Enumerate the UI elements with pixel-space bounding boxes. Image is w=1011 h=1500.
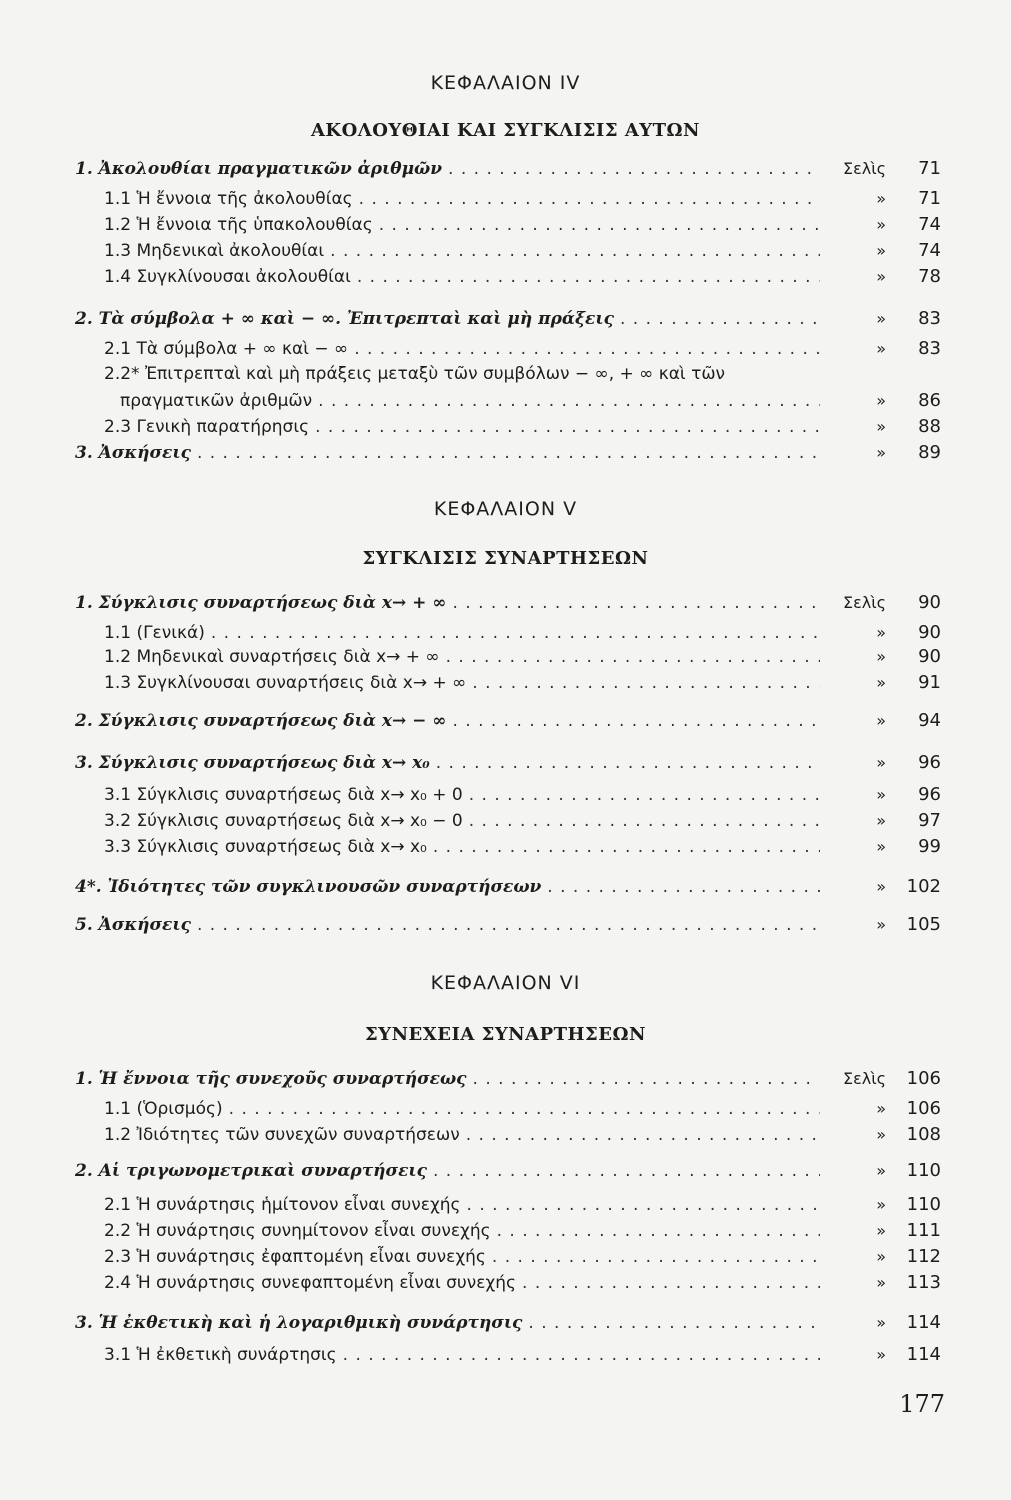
leader-dots — [315, 417, 820, 437]
leader-dots — [466, 1125, 820, 1145]
toc-entry — [75, 1160, 941, 1181]
page-ref: 91 — [918, 672, 941, 693]
entry-title: 1.2 Μηδενικαὶ συναρτήσεις διὰ x→ + ∞ — [104, 647, 440, 667]
page-marker: » — [876, 673, 886, 692]
leader-dots — [467, 1195, 820, 1215]
page-ref: 83 — [918, 308, 941, 329]
page-marker: » — [876, 339, 886, 358]
leader-dots — [359, 189, 820, 209]
page-marker: » — [876, 877, 886, 896]
entry-title: 3.1 Σύγκλισις συναρτήσεως διὰ x→ x₀ + 0 — [104, 785, 463, 805]
toc-entry — [104, 836, 941, 857]
page-marker: » — [876, 811, 886, 830]
leader-dots — [354, 339, 820, 359]
toc-entry — [104, 810, 941, 831]
page-marker: » — [876, 1345, 886, 1364]
toc-entry — [104, 672, 941, 693]
page-ref: 108 — [906, 1124, 941, 1145]
toc-entry — [75, 158, 941, 179]
leader-dots — [473, 1069, 820, 1089]
toc-entry — [104, 1246, 941, 1267]
page-ref: 89 — [918, 442, 941, 463]
leader-dots — [528, 1313, 820, 1333]
toc-entry — [75, 592, 941, 613]
page-marker: » — [876, 753, 886, 772]
page-ref: 71 — [918, 188, 941, 209]
entry-title: πραγματικῶν ἀριθμῶν — [120, 391, 313, 411]
entry-title: 3. Σύγκλισις συναρτήσεως διὰ x→ x₀ — [75, 753, 430, 773]
page-ref: 113 — [906, 1272, 941, 1293]
entry-title: 1.3 Συγκλίνουσαι συναρτήσεις διὰ x→ + ∞ — [104, 673, 467, 693]
chapter-heading: ΚΕΦΑΛΑΙΟΝ IV — [430, 72, 581, 94]
page-ref: 96 — [918, 752, 941, 773]
page-marker: » — [876, 391, 886, 410]
leader-dots — [522, 1273, 820, 1293]
toc-entry — [104, 1220, 941, 1241]
entry-title: 2.2* Ἐπιτρεπταὶ καὶ μὴ πράξεις μεταξὺ τῶν συμβόλων − ∞, + ∞ καὶ τῶν — [104, 364, 726, 384]
page-marker: » — [876, 1247, 886, 1266]
page-ref: 106 — [906, 1098, 941, 1119]
entry-title: 2. Σύγκλισις συναρτήσεως διὰ x→ − ∞ — [75, 711, 447, 731]
leader-dots — [469, 811, 820, 831]
toc-entry — [104, 1124, 941, 1145]
entry-title: 2.1 Ἡ συνάρτησις ἡμίτονον εἶναι συνεχής — [104, 1195, 461, 1215]
leader-dots — [436, 753, 820, 773]
page-ref: 74 — [918, 214, 941, 235]
chapter-title: ΑΚΟΛΟΥΘΙΑΙ ΚΑΙ ΣΥΓΚΛΙΣΙΣ ΑΥΤΩΝ — [310, 120, 701, 141]
entry-title: 2.3 Γενικὴ παρατήρησις — [104, 417, 310, 437]
entry-title: 1.3 Μηδενικαὶ ἀκολουθίαι — [104, 241, 325, 261]
entry-title: 2. Τὰ σύμβολα + ∞ καὶ − ∞. Ἐπιτρεπταὶ καὶ μὴ πράξεις — [75, 309, 614, 329]
entry-title: 2.1 Τὰ σύμβολα + ∞ καὶ − ∞ — [104, 339, 349, 359]
toc-entry — [104, 1194, 941, 1215]
page-ref: 111 — [906, 1220, 941, 1241]
entry-title: 1.1 Ἡ ἔννοια τῆς ἀκολουθίας — [104, 189, 353, 209]
entry-title: 1. Ἡ ἔννοια τῆς συνεχοῦς συναρτήσεως — [75, 1069, 467, 1089]
leader-dots — [469, 785, 820, 805]
chapter-title: ΣΥΝΕΧΕΙΑ ΣΥΝΑΡΤΗΣΕΩΝ — [365, 1024, 646, 1045]
page-ref: 86 — [918, 390, 941, 411]
page-ref: 112 — [906, 1246, 941, 1267]
leader-dots — [433, 837, 820, 857]
page-ref: 102 — [906, 876, 941, 897]
toc-entry — [75, 876, 941, 897]
page-ref: 114 — [906, 1344, 941, 1365]
toc-entry — [104, 364, 941, 384]
page-ref: 110 — [906, 1194, 941, 1215]
toc-entry — [104, 266, 941, 287]
page-number: 177 — [899, 1390, 945, 1418]
page-marker: » — [876, 215, 886, 234]
entry-title: 3. Ἀσκήσεις — [75, 443, 191, 463]
toc-entry — [104, 784, 941, 805]
chapter-title: ΣΥΓΚΛΙΣΙΣ ΣΥΝΑΡΤΗΣΕΩΝ — [362, 548, 649, 569]
leader-dots — [452, 711, 820, 731]
leader-dots — [620, 309, 820, 329]
entry-title: 5. Ἀσκήσεις — [75, 915, 191, 935]
entry-title: 3. Ἡ ἐκθετικὴ καὶ ἡ λογαριθμικὴ συνάρτησις — [75, 1313, 523, 1333]
page-ref: 99 — [918, 836, 941, 857]
toc-entry — [104, 1272, 941, 1293]
leader-dots — [330, 241, 820, 261]
page-ref: 97 — [918, 810, 941, 831]
page-ref: 90 — [918, 646, 941, 667]
page-ref: 88 — [918, 416, 941, 437]
toc-entry — [75, 1068, 941, 1089]
page-marker: » — [876, 647, 886, 666]
toc-entry — [104, 1344, 941, 1365]
toc-entry — [104, 416, 941, 437]
entry-title: 3.2 Σύγκλισις συναρτήσεως διὰ x→ x₀ − 0 — [104, 811, 463, 831]
page-marker: » — [876, 837, 886, 856]
page-marker: » — [876, 417, 886, 436]
leader-dots — [497, 1221, 820, 1241]
leader-dots — [229, 1099, 820, 1119]
toc-entry — [104, 1098, 941, 1119]
entry-title: 3.3 Σύγκλισις συναρτήσεως διὰ x→ x₀ — [104, 837, 427, 857]
page-marker: » — [876, 915, 886, 934]
page-marker: » — [876, 443, 886, 462]
page-marker: » — [876, 711, 886, 730]
page-marker: » — [876, 309, 886, 328]
chapter-heading: ΚΕΦΑΛΑΙΟΝ VI — [430, 972, 581, 994]
entry-title: 1.2 Ἰδιότητες τῶν συνεχῶν συναρτήσεων — [104, 1125, 460, 1145]
page-marker: » — [876, 1099, 886, 1118]
leader-dots — [211, 623, 820, 643]
page-marker: » — [876, 189, 886, 208]
leader-dots — [197, 443, 820, 463]
toc-entry — [104, 240, 941, 261]
entry-title: 2.2 Ἡ συνάρτησις συνημίτονον εἶναι συνεχής — [104, 1221, 491, 1241]
page-ref: 90 — [918, 592, 941, 613]
entry-title: 2.4 Ἡ συνάρτησις συνεφαπτομένη εἶναι συνεχής — [104, 1273, 517, 1293]
page-ref: 106 — [906, 1068, 941, 1089]
page-ref: 96 — [918, 784, 941, 805]
page-ref: 71 — [918, 158, 941, 179]
page-marker: » — [876, 623, 886, 642]
page-marker: Σελὶς — [842, 593, 886, 612]
entry-title: 3.1 Ἡ ἐκθετικὴ συνάρτησις — [104, 1345, 337, 1365]
page-marker: » — [876, 241, 886, 260]
leader-dots — [357, 267, 820, 287]
leader-dots — [446, 647, 820, 667]
entry-title: 1.4 Συγκλίνουσαι ἀκολουθίαι — [104, 267, 351, 287]
toc-entry — [75, 710, 941, 731]
page-marker: Σελὶς — [842, 159, 886, 178]
entry-title: 1.1 (Ὁρισμός) — [104, 1099, 223, 1119]
page-ref: 105 — [906, 914, 941, 935]
entry-title: 2.3 Ἡ συνάρτησις ἐφαπτομένη εἶναι συνεχής — [104, 1247, 486, 1267]
toc-entry — [75, 442, 941, 463]
page-marker: » — [876, 1125, 886, 1144]
toc-entry — [75, 308, 941, 329]
toc-entry — [75, 1312, 941, 1333]
leader-dots — [343, 1345, 820, 1365]
page-ref: 94 — [918, 710, 941, 731]
toc-entry — [104, 622, 941, 643]
leader-dots — [379, 215, 820, 235]
page-ref: 110 — [906, 1160, 941, 1181]
toc-entry — [104, 338, 941, 359]
page-ref: 78 — [918, 266, 941, 287]
entry-title: 1. Ἀκολουθίαι πραγματικῶν ἀριθμῶν — [75, 159, 443, 179]
toc-entry — [75, 914, 941, 935]
leader-dots — [547, 877, 820, 897]
leader-dots — [197, 915, 820, 935]
leader-dots — [492, 1247, 820, 1267]
page-ref: 114 — [906, 1312, 941, 1333]
entry-title: 4*. Ἰδιότητες τῶν συγκλινουσῶν συναρτήσεων — [75, 877, 542, 897]
leader-dots — [452, 593, 820, 613]
leader-dots — [448, 159, 820, 179]
leader-dots — [433, 1161, 820, 1181]
page-marker: » — [876, 1221, 886, 1240]
page-marker: » — [876, 1195, 886, 1214]
toc-entry — [75, 752, 941, 773]
page-marker: Σελὶς — [842, 1069, 886, 1088]
leader-dots — [318, 391, 820, 411]
page-marker: » — [876, 1273, 886, 1292]
toc-entry — [120, 390, 941, 411]
entry-title: 2. Αἱ τριγωνομετρικαὶ συναρτήσεις — [75, 1161, 427, 1181]
entry-title: 1.1 (Γενικά) — [104, 623, 205, 643]
toc-entry — [104, 646, 941, 667]
leader-dots — [472, 673, 820, 693]
page-marker: » — [876, 785, 886, 804]
page-ref: 90 — [918, 622, 941, 643]
toc-entry — [104, 188, 941, 209]
page-marker: » — [876, 1161, 886, 1180]
toc-entry — [104, 214, 941, 235]
page-ref: 74 — [918, 240, 941, 261]
page-ref: 83 — [918, 338, 941, 359]
page-marker: » — [876, 267, 886, 286]
entry-title: 1. Σύγκλισις συναρτήσεως διὰ x→ + ∞ — [75, 593, 447, 613]
chapter-heading: ΚΕΦΑΛΑΙΟΝ V — [433, 498, 578, 520]
entry-title: 1.2 Ἡ ἔννοια τῆς ὑπακολουθίας — [104, 215, 373, 235]
page-marker: » — [876, 1313, 886, 1332]
